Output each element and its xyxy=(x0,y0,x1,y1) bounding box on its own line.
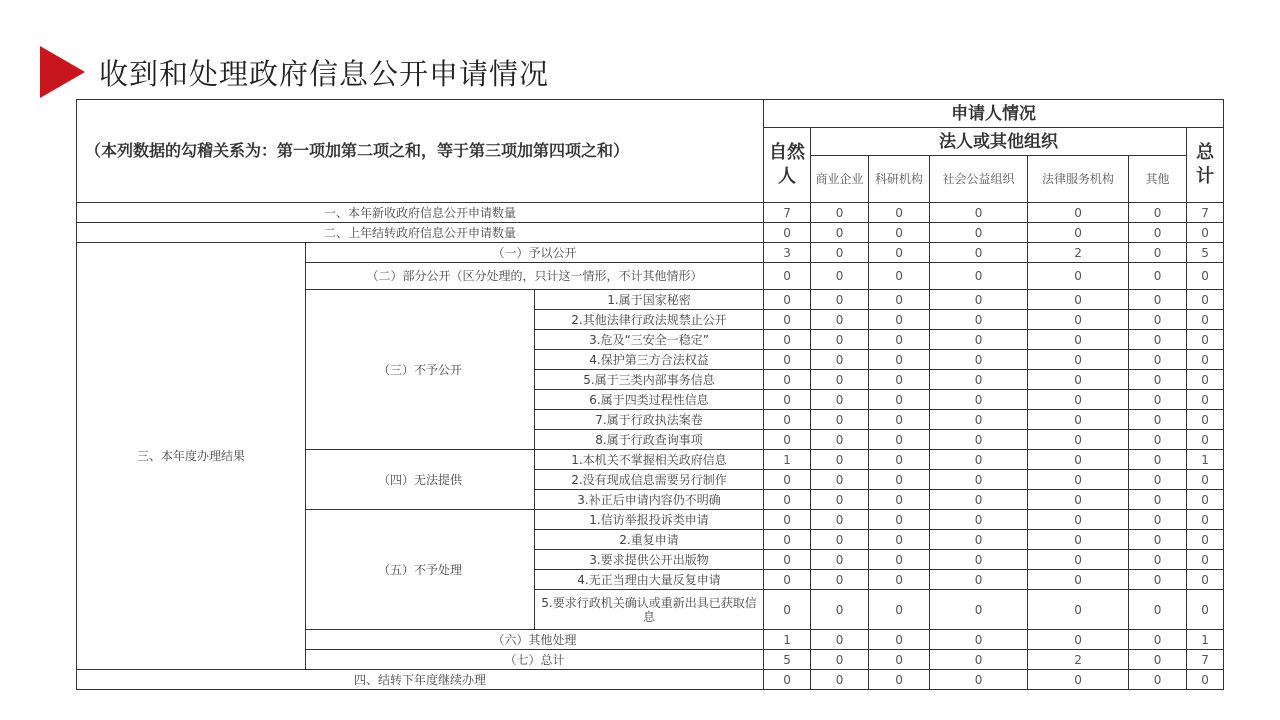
value-cell: 0 xyxy=(1187,470,1224,490)
value-cell: 0 xyxy=(1187,530,1224,550)
value-cell: 0 xyxy=(869,243,930,263)
table-row xyxy=(77,243,1224,263)
value-cell: 0 xyxy=(930,510,1028,530)
value-cell: 0 xyxy=(1028,390,1129,410)
table-row xyxy=(77,670,1224,690)
value-cell: 0 xyxy=(930,430,1028,450)
value-cell: 0 xyxy=(1028,330,1129,350)
value-cell: 0 xyxy=(764,223,811,243)
value-cell: 0 xyxy=(764,370,811,390)
value-cell: 0 xyxy=(1028,370,1129,390)
title-bar xyxy=(40,46,549,98)
value-cell: 0 xyxy=(930,263,1028,290)
value-cell: 0 xyxy=(1129,263,1187,290)
value-cell: 0 xyxy=(930,470,1028,490)
value-cell: 0 xyxy=(869,310,930,330)
value-cell: 0 xyxy=(930,410,1028,430)
value-cell: 0 xyxy=(869,203,930,223)
value-cell: 0 xyxy=(930,550,1028,570)
value-cell: 0 xyxy=(1028,490,1129,510)
value-cell: 0 xyxy=(811,310,869,330)
table-row xyxy=(77,223,1224,243)
value-cell: 0 xyxy=(869,570,930,590)
value-cell: 0 xyxy=(1028,550,1129,570)
header-sub-business: 商业企业 xyxy=(811,156,869,203)
value-cell: 0 xyxy=(811,470,869,490)
value-cell: 0 xyxy=(1129,223,1187,243)
value-cell: 0 xyxy=(811,350,869,370)
value-cell: 2 xyxy=(1028,243,1129,263)
value-cell: 0 xyxy=(811,263,869,290)
group-label: （三）不予公开 xyxy=(306,290,535,450)
value-cell: 0 xyxy=(811,490,869,510)
value-cell: 2 xyxy=(1028,650,1129,670)
disclosure-table xyxy=(76,99,1224,690)
value-cell: 0 xyxy=(1187,370,1224,390)
value-cell: 0 xyxy=(764,430,811,450)
value-cell: 0 xyxy=(811,203,869,223)
value-cell: 0 xyxy=(764,263,811,290)
value-cell: 0 xyxy=(1187,223,1224,243)
value-cell: 0 xyxy=(1129,390,1187,410)
value-cell: 0 xyxy=(1028,263,1129,290)
group-label: （六）其他处理 xyxy=(306,630,764,650)
value-cell: 0 xyxy=(1129,310,1187,330)
value-cell: 0 xyxy=(1187,590,1224,630)
item-label: 4.无正当理由大量反复申请 xyxy=(535,570,764,590)
value-cell: 0 xyxy=(1187,290,1224,310)
value-cell: 0 xyxy=(1129,410,1187,430)
value-cell: 1 xyxy=(764,450,811,470)
value-cell: 0 xyxy=(869,290,930,310)
value-cell: 0 xyxy=(764,530,811,550)
value-cell: 0 xyxy=(869,223,930,243)
value-cell: 0 xyxy=(1028,310,1129,330)
value-cell: 0 xyxy=(869,590,930,630)
value-cell: 0 xyxy=(1187,430,1224,450)
header-total: 总计 xyxy=(1187,128,1224,203)
value-cell: 0 xyxy=(930,490,1028,510)
value-cell: 0 xyxy=(930,450,1028,470)
header-natural-person: 自然人 xyxy=(764,128,811,203)
value-cell: 0 xyxy=(764,390,811,410)
value-cell: 0 xyxy=(930,350,1028,370)
value-cell: 0 xyxy=(1129,530,1187,550)
item-label: 6.属于四类过程性信息 xyxy=(535,390,764,410)
value-cell: 0 xyxy=(764,330,811,350)
value-cell: 0 xyxy=(1028,350,1129,370)
value-cell: 5 xyxy=(764,650,811,670)
value-cell: 0 xyxy=(930,370,1028,390)
value-cell: 0 xyxy=(764,590,811,630)
value-cell: 0 xyxy=(1028,670,1129,690)
value-cell: 0 xyxy=(764,490,811,510)
value-cell: 0 xyxy=(1028,510,1129,530)
value-cell: 0 xyxy=(1187,310,1224,330)
value-cell: 0 xyxy=(869,550,930,570)
value-cell: 0 xyxy=(1129,650,1187,670)
value-cell: 0 xyxy=(811,223,869,243)
value-cell: 0 xyxy=(1187,570,1224,590)
item-label: 2.没有现成信息需要另行制作 xyxy=(535,470,764,490)
value-cell: 0 xyxy=(1187,490,1224,510)
value-cell: 0 xyxy=(764,350,811,370)
value-cell: 0 xyxy=(1187,510,1224,530)
value-cell: 0 xyxy=(1028,630,1129,650)
value-cell: 0 xyxy=(1129,430,1187,450)
value-cell: 0 xyxy=(869,330,930,350)
value-cell: 0 xyxy=(1028,450,1129,470)
value-cell: 0 xyxy=(1129,370,1187,390)
value-cell: 0 xyxy=(1028,223,1129,243)
value-cell: 0 xyxy=(1129,470,1187,490)
value-cell: 0 xyxy=(869,370,930,390)
value-cell: 0 xyxy=(1028,410,1129,430)
item-label: 1.属于国家秘密 xyxy=(535,290,764,310)
item-label: 3.补正后申请内容仍不明确 xyxy=(535,490,764,510)
group-label: （五）不予处理 xyxy=(306,510,535,630)
value-cell: 0 xyxy=(869,430,930,450)
value-cell: 0 xyxy=(869,350,930,370)
value-cell: 0 xyxy=(930,390,1028,410)
value-cell: 0 xyxy=(764,470,811,490)
value-cell: 0 xyxy=(1129,330,1187,350)
value-cell: 0 xyxy=(764,310,811,330)
value-cell: 0 xyxy=(811,670,869,690)
value-cell: 0 xyxy=(764,290,811,310)
value-cell: 0 xyxy=(1129,490,1187,510)
value-cell: 0 xyxy=(869,510,930,530)
item-label: 3.要求提供公开出版物 xyxy=(535,550,764,570)
value-cell: 0 xyxy=(930,570,1028,590)
value-cell: 0 xyxy=(1129,550,1187,570)
row-label: 二、上年结转政府信息公开申请数量 xyxy=(77,223,764,243)
value-cell: 0 xyxy=(1129,630,1187,650)
header-applicant: 申请人情况 xyxy=(764,100,1224,128)
value-cell: 0 xyxy=(811,550,869,570)
item-label: 2.其他法律行政法规禁止公开 xyxy=(535,310,764,330)
value-cell: 0 xyxy=(1028,570,1129,590)
value-cell: 0 xyxy=(930,670,1028,690)
value-cell: 0 xyxy=(811,370,869,390)
group-label: （四）无法提供 xyxy=(306,450,535,510)
value-cell: 0 xyxy=(930,330,1028,350)
value-cell: 1 xyxy=(764,630,811,650)
value-cell: 0 xyxy=(930,590,1028,630)
value-cell: 0 xyxy=(1129,450,1187,470)
value-cell: 0 xyxy=(869,263,930,290)
header-sub-research: 科研机构 xyxy=(869,156,930,203)
value-cell: 0 xyxy=(1129,350,1187,370)
value-cell: 7 xyxy=(764,203,811,223)
item-label: 7.属于行政执法案卷 xyxy=(535,410,764,430)
value-cell: 0 xyxy=(811,630,869,650)
page-title: 收到和处理政府信息公开申请情况 xyxy=(99,56,550,91)
value-cell: 0 xyxy=(1187,330,1224,350)
value-cell: 0 xyxy=(764,670,811,690)
value-cell: 0 xyxy=(1129,590,1187,630)
value-cell: 0 xyxy=(1028,203,1129,223)
section-label: 三、本年度办理结果 xyxy=(77,243,306,670)
value-cell: 0 xyxy=(930,310,1028,330)
value-cell: 0 xyxy=(1187,410,1224,430)
value-cell: 0 xyxy=(764,510,811,530)
item-label: 1.信访举报投诉类申请 xyxy=(535,510,764,530)
value-cell: 0 xyxy=(1187,550,1224,570)
value-cell: 0 xyxy=(1028,590,1129,630)
item-label: 1.本机关不掌握相关政府信息 xyxy=(535,450,764,470)
item-label: 2.重复申请 xyxy=(535,530,764,550)
value-cell: 0 xyxy=(1028,470,1129,490)
value-cell: 0 xyxy=(811,410,869,430)
value-cell: 0 xyxy=(869,490,930,510)
value-cell: 0 xyxy=(764,550,811,570)
value-cell: 0 xyxy=(811,650,869,670)
arrow-icon xyxy=(40,46,85,98)
value-cell: 0 xyxy=(930,290,1028,310)
value-cell: 0 xyxy=(869,530,930,550)
value-cell: 0 xyxy=(1187,350,1224,370)
value-cell: 0 xyxy=(811,450,869,470)
value-cell: 0 xyxy=(811,510,869,530)
value-cell: 1 xyxy=(1187,450,1224,470)
item-label: 5.要求行政机关确认或重新出具已获取信息 xyxy=(535,590,764,630)
value-cell: 0 xyxy=(811,330,869,350)
value-cell: 0 xyxy=(869,670,930,690)
table-note: （本列数据的勾稽关系为：第一项加第二项之和，等于第三项加第四项之和） xyxy=(77,100,764,203)
value-cell: 0 xyxy=(930,530,1028,550)
value-cell: 0 xyxy=(1028,530,1129,550)
item-label: 5.属于三类内部事务信息 xyxy=(535,370,764,390)
value-cell: 0 xyxy=(869,470,930,490)
value-cell: 7 xyxy=(1187,650,1224,670)
group-label: （七）总计 xyxy=(306,650,764,670)
value-cell: 0 xyxy=(869,650,930,670)
value-cell: 0 xyxy=(869,410,930,430)
header-legal-org: 法人或其他组织 xyxy=(811,128,1187,156)
value-cell: 0 xyxy=(930,203,1028,223)
value-cell: 0 xyxy=(1028,430,1129,450)
value-cell: 0 xyxy=(811,430,869,450)
header-sub-other: 其他 xyxy=(1129,156,1187,203)
value-cell: 3 xyxy=(764,243,811,263)
value-cell: 0 xyxy=(811,590,869,630)
header-sub-legal-service: 法律服务机构 xyxy=(1028,156,1129,203)
value-cell: 7 xyxy=(1187,203,1224,223)
value-cell: 1 xyxy=(1187,630,1224,650)
value-cell: 0 xyxy=(930,650,1028,670)
item-label: 4.保护第三方合法权益 xyxy=(535,350,764,370)
table-row xyxy=(77,203,1224,223)
value-cell: 0 xyxy=(930,630,1028,650)
value-cell: 0 xyxy=(1028,290,1129,310)
header-sub-public-welfare: 社会公益组织 xyxy=(930,156,1028,203)
item-label: 3.危及“三安全一稳定” xyxy=(535,330,764,350)
value-cell: 5 xyxy=(1187,243,1224,263)
value-cell: 0 xyxy=(930,223,1028,243)
value-cell: 0 xyxy=(1129,670,1187,690)
value-cell: 0 xyxy=(1129,203,1187,223)
group-label: （二）部分公开（区分处理的，只计这一情形，不计其他情形） xyxy=(306,263,764,290)
value-cell: 0 xyxy=(811,290,869,310)
value-cell: 0 xyxy=(1187,390,1224,410)
value-cell: 0 xyxy=(869,630,930,650)
value-cell: 0 xyxy=(1129,570,1187,590)
value-cell: 0 xyxy=(811,530,869,550)
value-cell: 0 xyxy=(764,570,811,590)
group-label: （一）予以公开 xyxy=(306,243,764,263)
value-cell: 0 xyxy=(869,450,930,470)
row-label: 一、本年新收政府信息公开申请数量 xyxy=(77,203,764,223)
value-cell: 0 xyxy=(1129,290,1187,310)
value-cell: 0 xyxy=(930,243,1028,263)
value-cell: 0 xyxy=(1129,510,1187,530)
value-cell: 0 xyxy=(869,390,930,410)
value-cell: 0 xyxy=(764,410,811,430)
item-label: 8.属于行政查询事项 xyxy=(535,430,764,450)
value-cell: 0 xyxy=(1187,263,1224,290)
value-cell: 0 xyxy=(811,570,869,590)
value-cell: 0 xyxy=(811,390,869,410)
value-cell: 0 xyxy=(1129,243,1187,263)
value-cell: 0 xyxy=(811,243,869,263)
value-cell: 0 xyxy=(1187,670,1224,690)
row-label: 四、结转下年度继续办理 xyxy=(77,670,764,690)
